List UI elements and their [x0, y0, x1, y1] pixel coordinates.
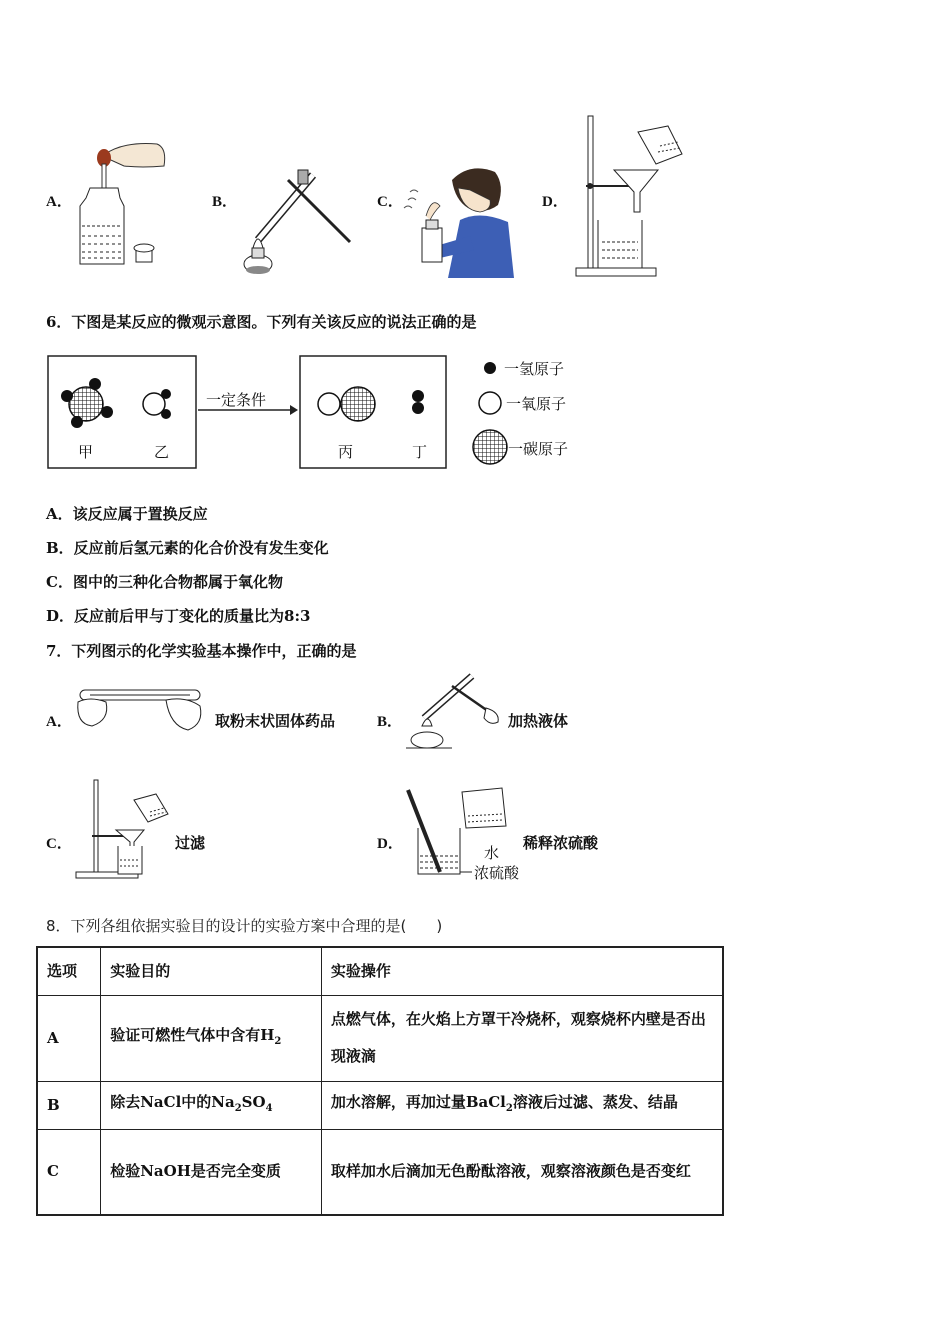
- q6-option-b: B．反应前后氢元素的化合价没有发生变化: [46, 539, 329, 557]
- header-purpose: 实验目的: [101, 947, 322, 995]
- row-a-option: A: [37, 995, 101, 1081]
- q5-option-c-letter: C．: [377, 194, 403, 210]
- q7-option-c-caption: 过滤: [175, 834, 206, 852]
- q7-option-a-letter: A．: [46, 714, 72, 730]
- filtration-figure: [572, 112, 696, 282]
- q7-option-c-letter: C．: [46, 836, 72, 852]
- table-row: [37, 1129, 723, 1215]
- row-a-operation: 点燃气体，在火焰上方罩干冷烧杯，观察烧杯内壁是否出现液滴: [321, 995, 723, 1081]
- row-a-purpose: 验证可燃性气体中含有$H_2$: [101, 995, 322, 1081]
- q7-option-d-caption: 稀释浓硫酸: [523, 834, 599, 852]
- reaction-condition: 一定条件: [206, 391, 267, 409]
- q6-option-d: D．反应前后甲与丁变化的质量比为8:3: [46, 607, 311, 625]
- dropper-bottle-figure: [72, 136, 172, 276]
- q5-option-a-letter: A．: [46, 194, 72, 210]
- row-b-operation: 加水溶解，再加过量BaCl$_2$溶液后过滤、蒸发、结晶: [321, 1081, 723, 1129]
- header-option: 选项: [37, 947, 101, 995]
- water-label: 水: [484, 844, 500, 862]
- row-b-option: B: [37, 1081, 101, 1129]
- q7-option-a-caption: 取粉末状固体药品: [215, 712, 336, 730]
- heating-test-tube-figure: [238, 160, 358, 280]
- experiment-table: [36, 946, 724, 1216]
- table-row: [37, 995, 723, 1081]
- legend-carbon: 一碳原子: [508, 440, 569, 458]
- boy-smelling-figure: [400, 160, 520, 280]
- heat-liquid-figure: [402, 668, 507, 750]
- legend-oxygen: 一氧原子: [506, 395, 567, 413]
- q6-stem: 6．下图是某反应的微观示意图。下列有关该反应的说法正确的是: [46, 313, 477, 331]
- header-operation: 实验操作: [321, 947, 723, 995]
- product-label-bing: 丙: [338, 443, 354, 461]
- conc-acid-label: 浓硫酸: [474, 864, 520, 882]
- filter-figure: [72, 778, 172, 880]
- q8-stem: 8．下列各组依据实验目的设计的实验方案中合理的是( ): [46, 917, 443, 935]
- row-c-purpose: 检验NaOH是否完全变质: [101, 1129, 322, 1215]
- row-c-option: C: [37, 1129, 101, 1215]
- legend-hydrogen: 一氢原子: [504, 360, 565, 378]
- q7-stem: 7．下列图示的化学实验基本操作中，正确的是: [46, 642, 357, 660]
- reactant-label-jia: 甲: [78, 443, 94, 461]
- q5-option-d-letter: D．: [542, 194, 568, 210]
- row-b-purpose: 除去NaCl中的$Na_2SO_4$: [101, 1081, 322, 1129]
- reactant-label-yi: 乙: [154, 443, 170, 461]
- q7-option-d-letter: D．: [377, 836, 403, 852]
- q7-option-b-letter: B．: [377, 714, 403, 730]
- q6-option-c: C．图中的三种化合物都属于氧化物: [46, 573, 283, 591]
- q7-option-b-caption: 加热液体: [508, 712, 569, 730]
- row-c-operation: 取样加水后滴加无色酚酞溶液，观察溶液颜色是否变红: [321, 1129, 723, 1215]
- table-row: [37, 1081, 723, 1129]
- q5-option-b-letter: B．: [212, 194, 238, 210]
- product-label-ding: 丁: [412, 443, 428, 461]
- table-header-row: [37, 947, 723, 995]
- powder-spatula-figure: [70, 680, 210, 736]
- q6-option-a: A．该反应属于置换反应: [46, 505, 208, 523]
